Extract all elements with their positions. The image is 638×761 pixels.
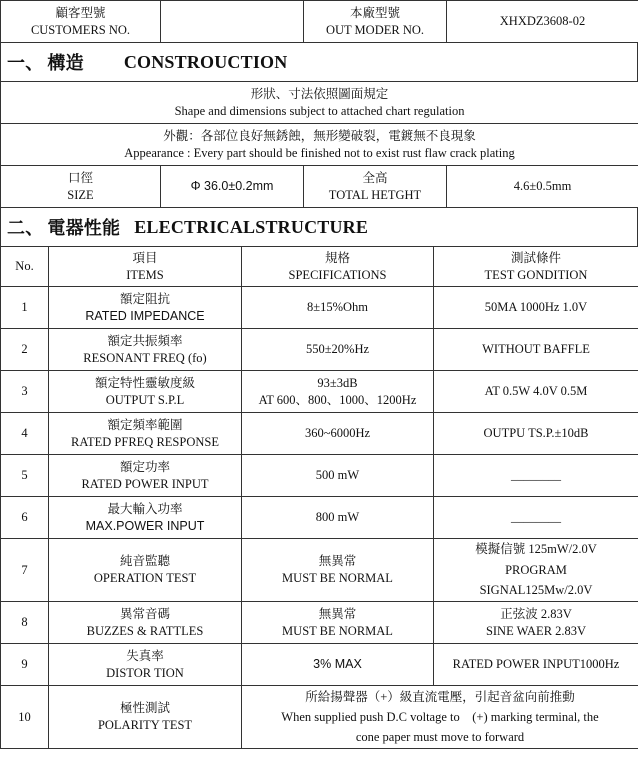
row-item-en: OUTPUT S.P.L	[105, 392, 185, 407]
appearance-note-en: Appearance : Every part should be finished not to exist rust flaw crack plating	[124, 145, 515, 160]
col-spec-en: SPECIFICATIONS	[288, 267, 387, 282]
table-header-row	[1, 247, 638, 287]
row-item-en: POLARITY TEST	[97, 718, 193, 732]
row-item	[49, 539, 242, 602]
table-row	[1, 644, 638, 686]
row-spec: 800 mW	[242, 497, 434, 539]
section-number: 二、	[7, 218, 44, 239]
row-spec	[242, 602, 434, 644]
row-test-line2: SINE WAER 2.83V	[485, 623, 587, 638]
row-item-cn: 額定阻抗	[119, 291, 170, 306]
our-model-label	[304, 1, 447, 43]
shape-note	[1, 82, 638, 124]
section-title-cn: 構造	[47, 53, 84, 74]
table-row	[1, 413, 638, 455]
row-item	[49, 329, 242, 371]
row-no: 9	[1, 644, 49, 686]
row-spec-line2: AT 600、800、1000、1200Hz	[258, 392, 417, 407]
row-no: 5	[1, 455, 49, 497]
row-item-en: RESONANT FREQ (fo)	[83, 350, 207, 365]
row-item	[49, 602, 242, 644]
row-item-en: OPERATION TEST	[93, 571, 197, 585]
row-item-en: MAX.POWER INPUT	[85, 518, 205, 533]
row-test-line1: 模擬信號 125mW/2.0V	[475, 542, 597, 557]
row-spec	[242, 644, 434, 686]
col-items-cn: 項目	[132, 250, 158, 265]
col-items-header	[49, 247, 242, 287]
row-spec: 500 mW	[242, 455, 434, 497]
row-test: WITHOUT BAFFLE	[434, 329, 638, 371]
section-number: 一、	[7, 53, 44, 74]
size-value-text: Φ 36.0±0.2mm	[190, 179, 274, 194]
row-spec-cn: 無異常	[318, 554, 357, 569]
table-row	[1, 686, 638, 749]
row-spec	[242, 371, 434, 413]
row-desc-line1: 所給揚聲器（+）級直流電壓，引起音盆向前推動	[305, 690, 575, 704]
table-row	[1, 539, 638, 602]
row-description	[242, 686, 638, 749]
row-test-line3: SIGNAL125Mw/2.0V	[479, 583, 593, 598]
row-test: RATED POWER INPUT1000Hz	[434, 644, 638, 686]
row-test: 50MA 1000Hz 1.0V	[434, 287, 638, 329]
table-row	[1, 497, 638, 539]
appearance-note	[1, 124, 638, 166]
row-spec: 360~6000Hz	[242, 413, 434, 455]
row-item-en: BUZZES & RATTLES	[86, 623, 204, 638]
row-test	[434, 602, 638, 644]
row-no: 3	[1, 371, 49, 413]
row-test-line1: 正弦波 2.83V	[500, 606, 572, 621]
our-model-label-cn: 本廠型號	[349, 5, 400, 20]
size-label-en: SIZE	[67, 187, 94, 202]
section-construction-title	[0, 43, 638, 81]
row-test: ________	[434, 455, 638, 497]
height-value: 4.6±0.5mm	[447, 166, 638, 208]
row-spec: 8±15%Ohm	[242, 287, 434, 329]
row-item	[49, 413, 242, 455]
row-item-en: RATED PFREQ RESPONSE	[71, 434, 219, 449]
row-no: 4	[1, 413, 49, 455]
row-item-cn: 最大輸入功率	[107, 501, 183, 516]
row-item-cn: 極性測試	[119, 701, 170, 716]
row-spec-en: MUST BE NORMAL	[282, 571, 393, 585]
table-row	[1, 371, 638, 413]
row-item-cn: 純音監聽	[119, 554, 170, 569]
row-test: OUTPU TS.P.±10dB	[434, 413, 638, 455]
row-spec-en: MUST BE NORMAL	[282, 623, 393, 638]
appearance-note-cn: 外觀：各部位良好無銹蝕，無形變破裂，電鍍無不良現象	[163, 128, 476, 143]
row-no: 7	[1, 539, 49, 602]
customer-label-cn: 顧客型號	[55, 5, 106, 20]
header-table	[0, 0, 638, 43]
construction-table	[0, 81, 638, 208]
row-item-en: DISTOR TION	[106, 665, 184, 680]
row-item-cn: 額定特性靈敏度級	[94, 375, 195, 390]
row-test: AT 0.5W 4.0V 0.5M	[434, 371, 638, 413]
row-spec-line1: 93±3dB	[317, 375, 358, 390]
height-label-cn: 全高	[362, 170, 388, 185]
col-spec-header	[242, 247, 434, 287]
customer-label-en: CUSTOMERS NO.	[30, 22, 131, 37]
row-test: ________	[434, 497, 638, 539]
col-test-en: TEST GONDITION	[484, 267, 588, 282]
shape-note-cn: 形狀、寸法依照圖面規定	[250, 86, 389, 101]
row-item	[49, 371, 242, 413]
col-test-header	[434, 247, 638, 287]
row-item-en: RATED POWER INPUT	[81, 476, 209, 491]
row-item	[49, 455, 242, 497]
row-spec-cn: 無異常	[318, 606, 357, 621]
row-item	[49, 686, 242, 749]
row-item	[49, 497, 242, 539]
table-row	[1, 455, 638, 497]
shape-note-en: Shape and dimensions subject to attached chart regulation	[174, 103, 465, 118]
row-no: 8	[1, 602, 49, 644]
row-desc-line2: When supplied push D.C voltage to (+) marking terminal, the	[281, 710, 599, 724]
col-items-en: ITEMS	[126, 267, 164, 282]
table-row	[1, 329, 638, 371]
table-row	[1, 287, 638, 329]
our-model-value: XHXDZ3608-02	[447, 1, 638, 43]
section-electrical-title	[0, 208, 638, 246]
customer-value	[161, 1, 304, 43]
table-row	[1, 602, 638, 644]
size-label-cn: 口徑	[67, 170, 93, 185]
row-item-cn: 額定頻率範圍	[107, 417, 183, 432]
row-no: 10	[1, 686, 49, 749]
row-test-line2: PROGRAM	[505, 562, 567, 577]
row-item-cn: 額定共振頻率	[107, 333, 183, 348]
height-label	[304, 166, 447, 208]
row-item	[49, 644, 242, 686]
section-title-en: ELECTRICALSTRUCTURE	[134, 216, 369, 237]
row-item-cn: 失真率	[126, 648, 164, 663]
row-item	[49, 287, 242, 329]
row-item-cn: 異常音碼	[119, 606, 170, 621]
row-item-en: RATED IMPEDANCE	[85, 308, 205, 323]
row-spec: 550±20%Hz	[242, 329, 434, 371]
electrical-table	[0, 246, 638, 749]
size-value	[161, 166, 304, 208]
row-test	[434, 539, 638, 602]
row-no: 6	[1, 497, 49, 539]
row-no: 1	[1, 287, 49, 329]
row-spec	[242, 539, 434, 602]
row-desc-line3: cone paper must move to forward	[355, 730, 525, 744]
col-no-header: No.	[1, 247, 49, 287]
section-title-cn: 電器性能	[47, 218, 121, 239]
size-label	[1, 166, 161, 208]
height-label-en: TOTAL HETGHT	[328, 187, 422, 202]
section-title-en: CONSTROUCTION	[123, 51, 288, 72]
col-spec-cn: 規格	[324, 250, 350, 265]
row-item-cn: 額定功率	[119, 459, 170, 474]
customer-label	[1, 1, 161, 43]
our-model-label-en: OUT MODER NO.	[325, 22, 425, 37]
col-test-cn: 測試條件	[510, 250, 561, 265]
row-no: 2	[1, 329, 49, 371]
row-spec-text: 3% MAX	[313, 657, 362, 672]
